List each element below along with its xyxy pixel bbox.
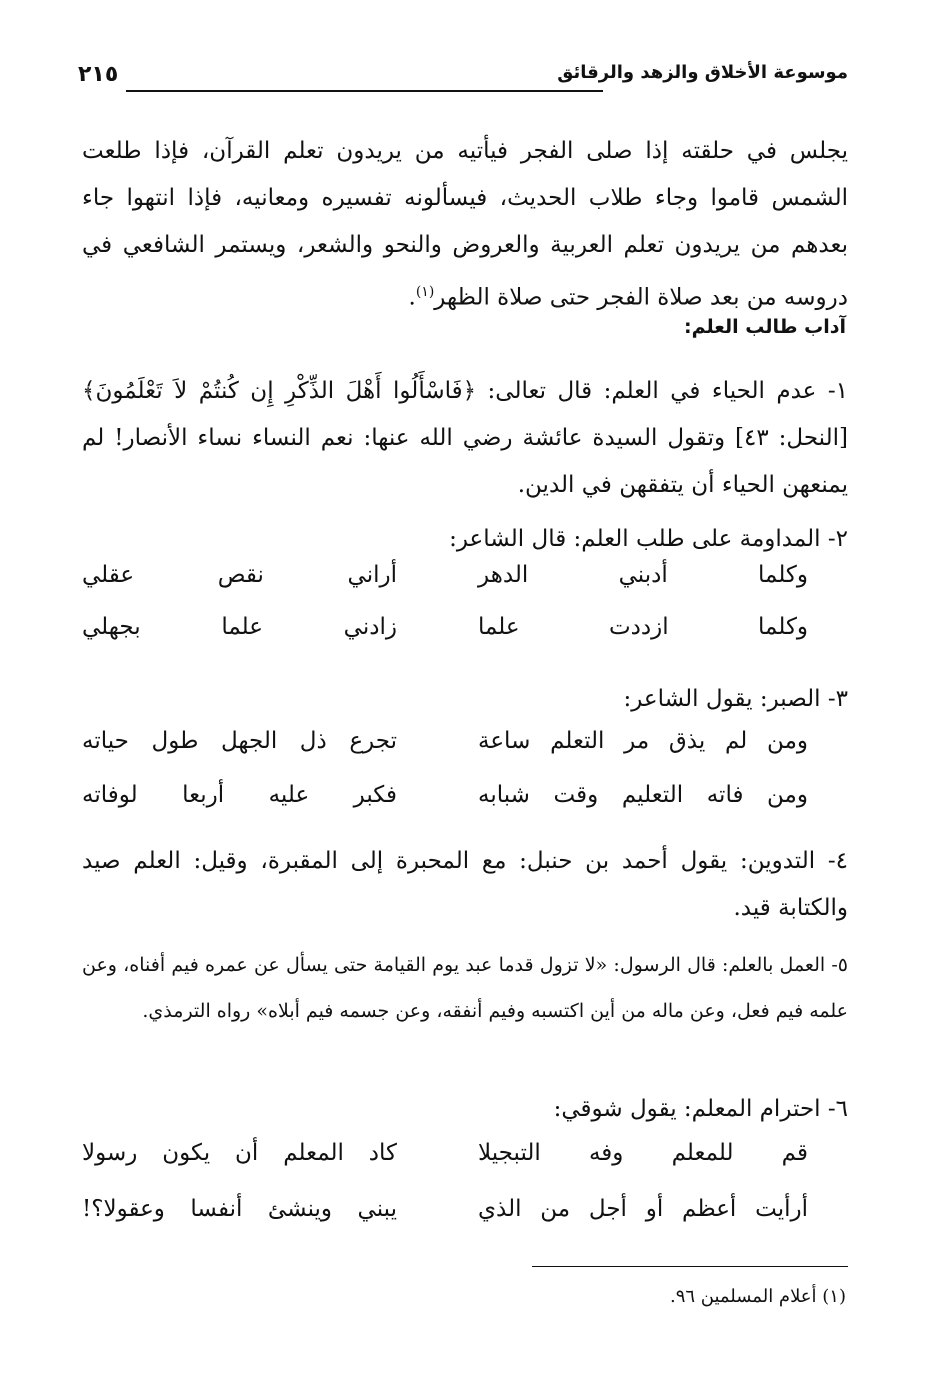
page-number: ٢١٥ — [78, 62, 119, 87]
intro-paragraph — [82, 128, 848, 322]
verse-second-hemistich: كاد المعلم أن يكون رسولا — [82, 1140, 397, 1166]
verse-second-hemistich: يبني وينشئ أنفسا وعقولا؟! — [82, 1196, 397, 1222]
verse-line — [82, 728, 848, 768]
verse-first-hemistich: ومن لم يذق مر التعلم ساعة — [478, 728, 808, 754]
footnote: (١) أعلام المسلمين ٩٦. — [669, 1286, 846, 1307]
verse-first-hemistich: وكلما أدبني الدهر — [478, 562, 808, 588]
verse-line — [82, 562, 848, 602]
item-4-writing: ٤- التدوين: يقول أحمد بن حنبل: مع المحبرة إلى المقبرة، وقيل: العلم صيد والكتابة قيد. — [82, 848, 848, 921]
intro-text: يجلس في حلقته إذا صلى الفجر فيأتيه من يريدون تعلم القرآن، فإذا طلعت الشمس قاموا وجاء طلاب الحديث، فيسألونه تفسيره ومعانيه، فإذا انتهوا جاء بعدهم من يريدون تعلم العربية والعروض والنحو والشعر، ويستمر الشافعي في دروسه من بعد صلاة الفجر حتى صلاة الظهر — [82, 138, 848, 311]
verse-line — [82, 614, 848, 654]
verse-line — [82, 782, 848, 822]
item-1-no-shyness: ١- عدم الحياء في العلم: قال تعالى: ﴿فَاسْأَلُوا أَهْلَ الذِّكْرِ إِن كُنتُمْ لاَ تَعْلَمُونَ﴾ [النحل: ٤٣] وتقول السيدة عائشة رضي الله عنها: نعم النساء نساء الأنصار! لم يمنعهن الحياء أن يتفقهن في الدين. — [82, 378, 848, 498]
running-title: موسوعة الأخلاق والزهد والرقائق — [557, 62, 848, 83]
item-3-patience: ٣- الصبر: يقول الشاعر: — [623, 686, 848, 712]
verse-line — [82, 1140, 848, 1180]
verse-first-hemistich: وكلما ازددت علما — [478, 614, 808, 640]
footnote-ref: (١) — [415, 284, 435, 300]
verse-second-hemistich: أراني نقص عقلي — [82, 562, 397, 588]
verse-first-hemistich: قم للمعلم وفه التبجيلا — [478, 1140, 808, 1166]
footnote-rule — [532, 1266, 848, 1267]
verse-line — [82, 1196, 848, 1236]
item-6-respecting-teacher: ٦- احترام المعلم: يقول شوقي: — [553, 1096, 848, 1122]
item-5-acting-on-knowledge: ٥- العمل بالعلم: قال الرسول: «لا تزول قدما عبد يوم القيامة حتى يسأل عن عمره فيم أفناه، وعن علمه فيم فعل، وعن ماله من أين اكتسبه وفيم أنفقه، وعن جسمه فيم أبلاه» رواه الترمذي. — [82, 954, 848, 1022]
verse-second-hemistich: تجرع ذل الجهل طول حياته — [82, 728, 397, 754]
verse-second-hemistich: زادني علما بجهلي — [82, 614, 397, 640]
section-heading: آداب طالب العلم: — [683, 316, 846, 338]
intro-end: . — [408, 284, 416, 311]
verse-first-hemistich: أرأيت أعظم أو أجل من الذي — [478, 1196, 808, 1222]
header-rule — [126, 90, 603, 92]
verse-second-hemistich: فكبر عليه أربعا لوفاته — [82, 782, 397, 808]
verse-first-hemistich: ومن فاته التعليم وقت شبابه — [478, 782, 808, 808]
page-header — [78, 62, 848, 98]
item-2-persistence: ٢- المداومة على طلب العلم: قال الشاعر: — [449, 526, 848, 552]
